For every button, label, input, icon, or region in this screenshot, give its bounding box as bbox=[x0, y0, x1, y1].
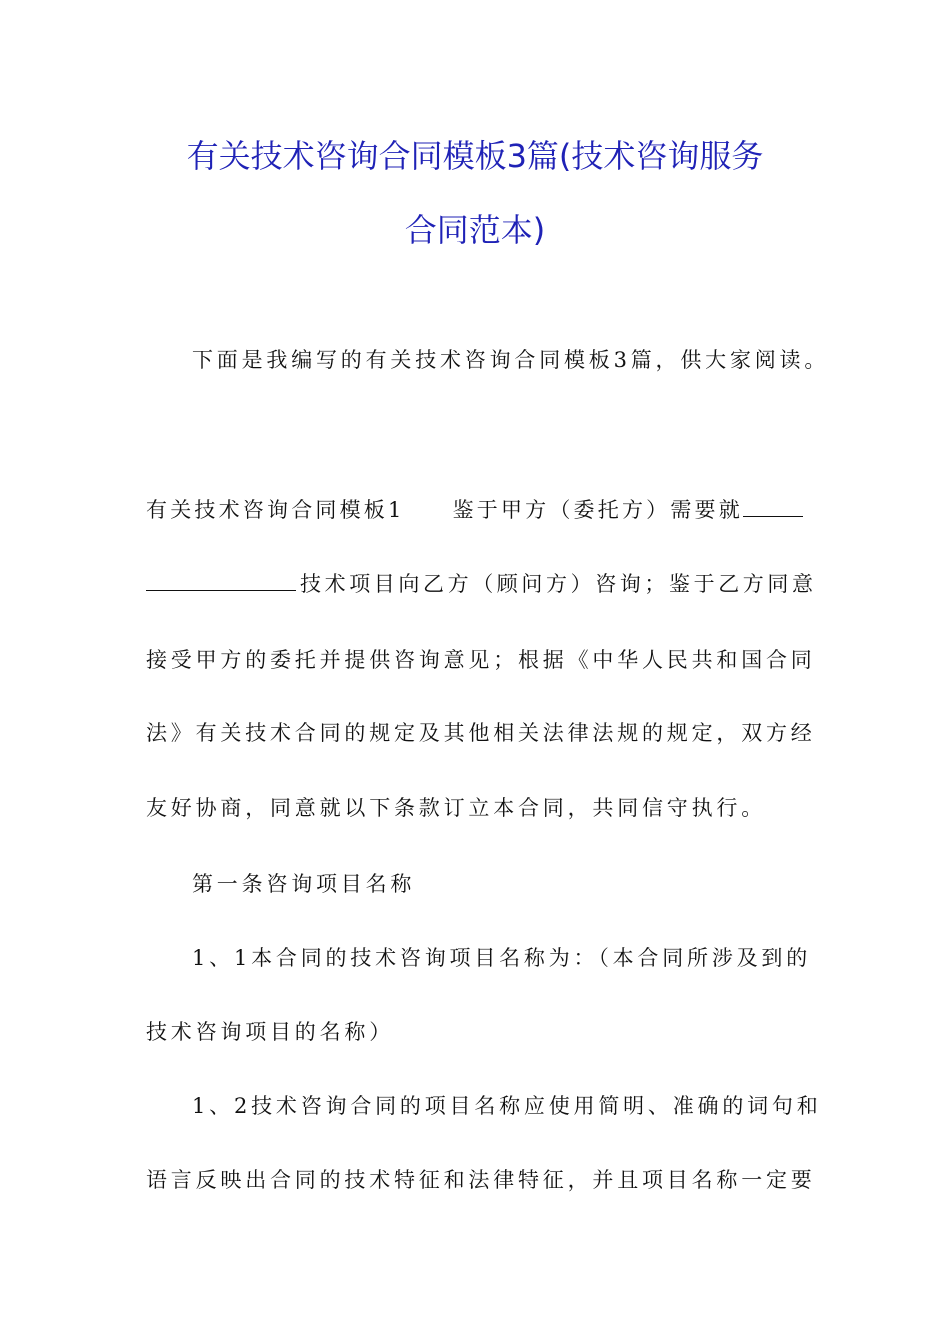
paragraph-line: 接受甲方的委托并提供咨询意见；根据《中华人民共和国合同 bbox=[146, 648, 816, 672]
paragraph-line: 法》有关技术合同的规定及其他相关法律法规的规定，双方经 bbox=[146, 721, 816, 745]
contract-1-recital-start: 鉴于甲方（委托方）需要就 bbox=[452, 498, 743, 522]
clause-1-2-line-2: 语言反映出合同的技术特征和法律特征，并且项目名称一定要 bbox=[146, 1168, 816, 1192]
article-1-heading: 第一条咨询项目名称 bbox=[192, 872, 416, 896]
document-title-line-2: 合同范本) bbox=[404, 211, 546, 249]
contract-1-first-line bbox=[146, 496, 803, 524]
intro-paragraph: 下面是我编写的有关技术咨询合同模板3篇，供大家阅读。 bbox=[192, 348, 830, 372]
clause-1-2-line-1: 1、2技术咨询合同的项目名称应使用简明、准确的词句和 bbox=[192, 1094, 822, 1118]
document-title-line-1: 有关技术咨询合同模板3篇(技术咨询服务 bbox=[186, 137, 764, 175]
clause-1-1-line-2: 技术咨询项目的名称） bbox=[146, 1020, 394, 1044]
fill-in-blank bbox=[146, 572, 296, 591]
contract-1-heading: 有关技术咨询合同模板1 bbox=[146, 498, 405, 522]
fill-in-blank bbox=[743, 498, 803, 517]
contract-1-second-line bbox=[146, 570, 817, 598]
contract-1-recital-continued: 技术项目向乙方（顾问方）咨询；鉴于乙方同意 bbox=[300, 572, 817, 596]
clause-1-1-line-1: 1、1本合同的技术咨询项目名称为：（本合同所涉及到的 bbox=[192, 946, 812, 970]
paragraph-line: 友好协商，同意就以下条款订立本合同，共同信守执行。 bbox=[146, 796, 766, 820]
